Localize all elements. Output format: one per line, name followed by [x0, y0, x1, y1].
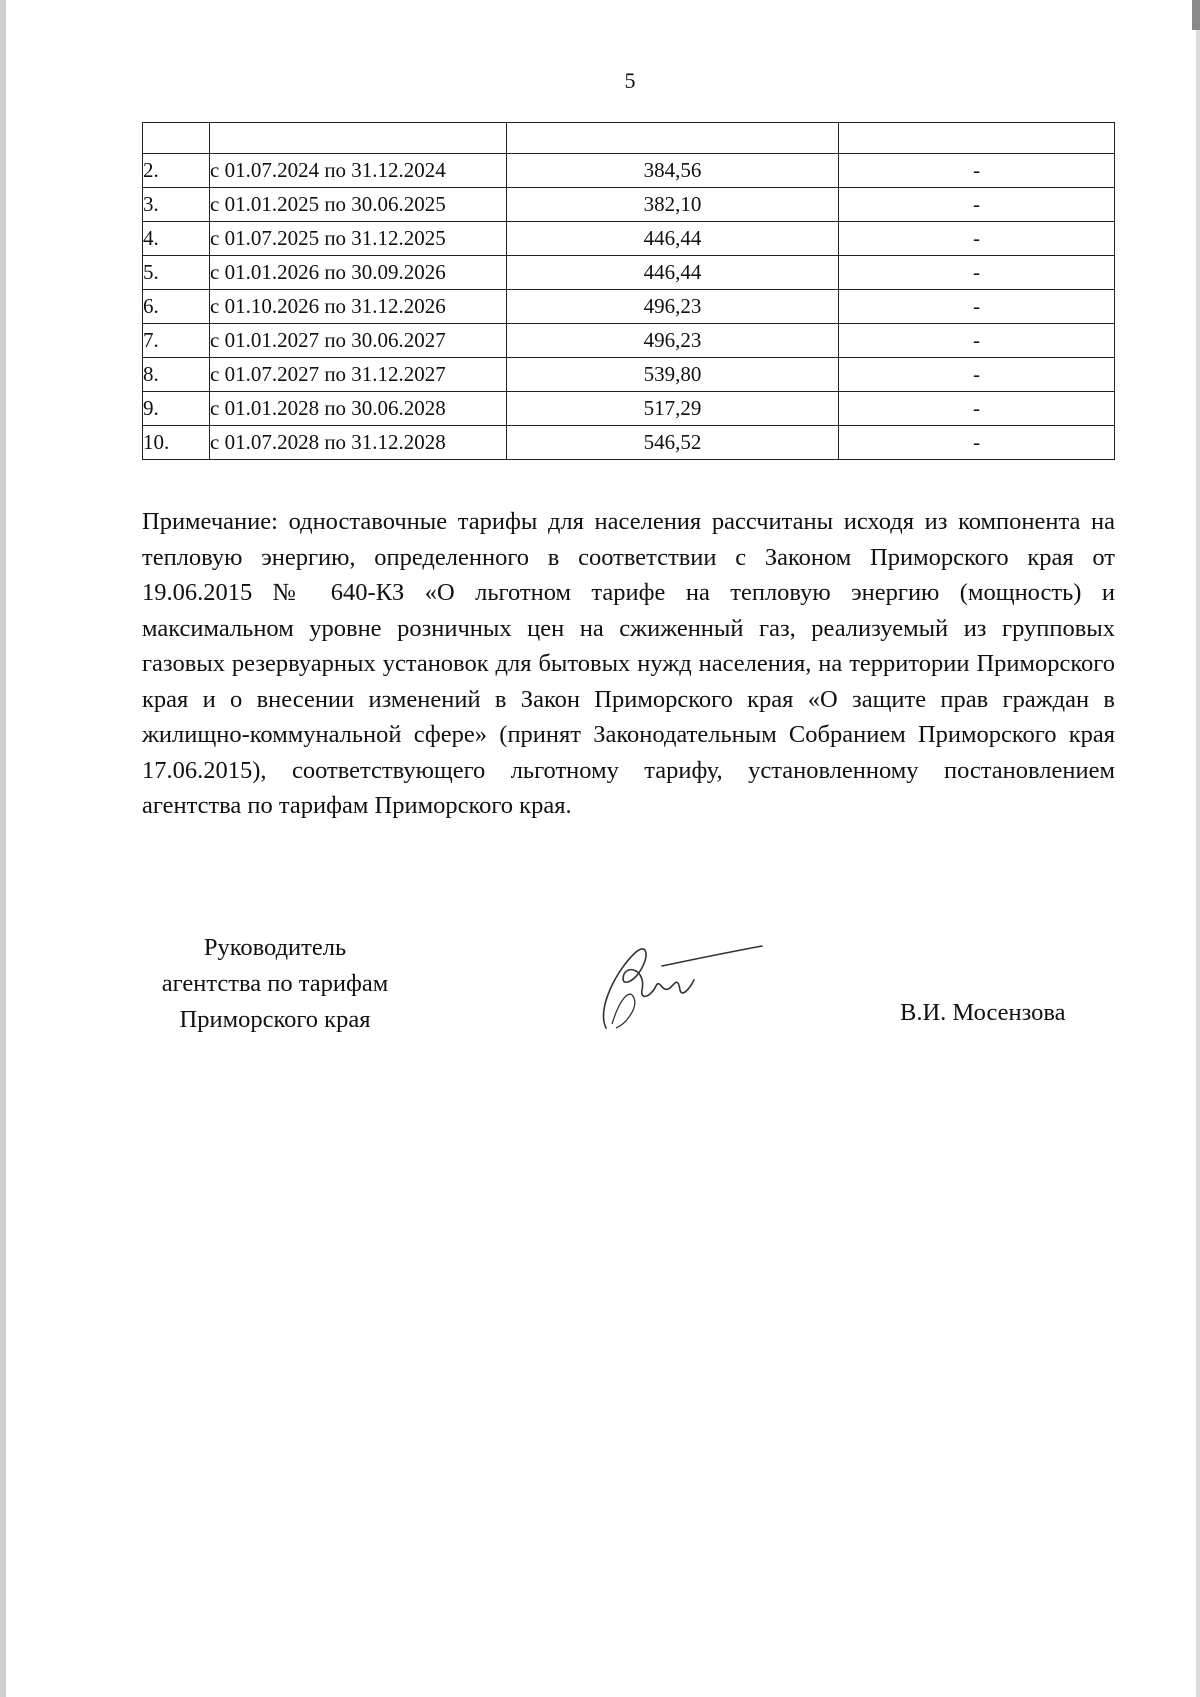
- row-period: с 01.10.2026 по 31.12.2026: [210, 290, 507, 324]
- table-row: [143, 426, 1115, 460]
- table-row: [143, 290, 1115, 324]
- row-value: 546,52: [507, 426, 839, 460]
- row-extra: -: [839, 222, 1115, 256]
- scan-edge-right: [1196, 0, 1200, 1697]
- row-number: 10.: [143, 426, 210, 460]
- row-period: с 01.01.2027 по 30.06.2027: [210, 324, 507, 358]
- row-number: 9.: [143, 392, 210, 426]
- row-period: с 01.07.2027 по 31.12.2027: [210, 358, 507, 392]
- row-extra: -: [839, 256, 1115, 290]
- row-number: 8.: [143, 358, 210, 392]
- row-value: 384,56: [507, 154, 839, 188]
- row-extra: -: [839, 324, 1115, 358]
- row-extra: -: [839, 392, 1115, 426]
- row-value: 446,44: [507, 222, 839, 256]
- row-period: с 01.01.2025 по 30.06.2025: [210, 188, 507, 222]
- note-paragraph: Примечание: одноставочные тарифы для населения рассчитаны исходя из компонента на тепловую энергию, определенного в соответствии с Законом Приморского края от 19.06.2015 № 640-КЗ «О льготном тарифе на тепловую энергию (мощность) и максимальном уровне розничных цен на сжиженный газ, реализуемый из групповых газовых резервуарных установок для бытовых нужд населения, на территории Приморского края и о внесении изменений в Закон Приморского края «О защите прав граждан в жилищно-коммунальной сфере» (принят Законодательным Собранием Приморского края 17.06.2015), соответствующего льготному тарифу, установленному постановлением агентства по тарифам Приморского края.: [142, 508, 1115, 819]
- row-number: 6.: [143, 290, 210, 324]
- row-period: с 01.01.2028 по 30.06.2028: [210, 392, 507, 426]
- signatory-title-line: агентства по тарифам: [161, 970, 389, 997]
- signatory-title-line: Приморского края: [179, 1006, 371, 1033]
- row-period: с 01.07.2024 по 31.12.2024: [210, 154, 507, 188]
- handwritten-signature: [590, 928, 770, 1038]
- table-row: [143, 154, 1115, 188]
- signatory-title: [135, 930, 415, 1038]
- row-value: 517,29: [507, 392, 839, 426]
- row-value: 446,44: [507, 256, 839, 290]
- table-row: [143, 222, 1115, 256]
- row-number: 4.: [143, 222, 210, 256]
- row-number: 2.: [143, 154, 210, 188]
- row-value: [507, 123, 839, 154]
- row-extra: [839, 123, 1115, 154]
- row-number: 5.: [143, 256, 210, 290]
- row-value: 496,23: [507, 324, 839, 358]
- table-row: [143, 123, 1115, 154]
- row-period: [210, 123, 507, 154]
- row-number: 7.: [143, 324, 210, 358]
- row-extra: -: [839, 154, 1115, 188]
- row-value: 382,10: [507, 188, 839, 222]
- table-row: [143, 188, 1115, 222]
- signatory-name: В.И. Мосензова: [900, 999, 1066, 1026]
- row-extra: -: [839, 290, 1115, 324]
- scan-corner-mark: [1192, 0, 1200, 30]
- table-row: [143, 358, 1115, 392]
- scan-edge-left: [0, 0, 6, 1697]
- page-number: 5: [624, 68, 636, 93]
- row-number: [143, 123, 210, 154]
- row-value: 496,23: [507, 290, 839, 324]
- row-number: 3.: [143, 188, 210, 222]
- signatory-title-line: Руководитель: [203, 934, 347, 961]
- row-value: 539,80: [507, 358, 839, 392]
- table-row: [143, 324, 1115, 358]
- table-row: [143, 256, 1115, 290]
- table-row: [143, 392, 1115, 426]
- row-period: с 01.01.2026 по 30.09.2026: [210, 256, 507, 290]
- row-extra: -: [839, 358, 1115, 392]
- row-period: с 01.07.2028 по 31.12.2028: [210, 426, 507, 460]
- tariff-table: [142, 122, 1115, 460]
- row-extra: -: [839, 426, 1115, 460]
- row-period: с 01.07.2025 по 31.12.2025: [210, 222, 507, 256]
- row-extra: -: [839, 188, 1115, 222]
